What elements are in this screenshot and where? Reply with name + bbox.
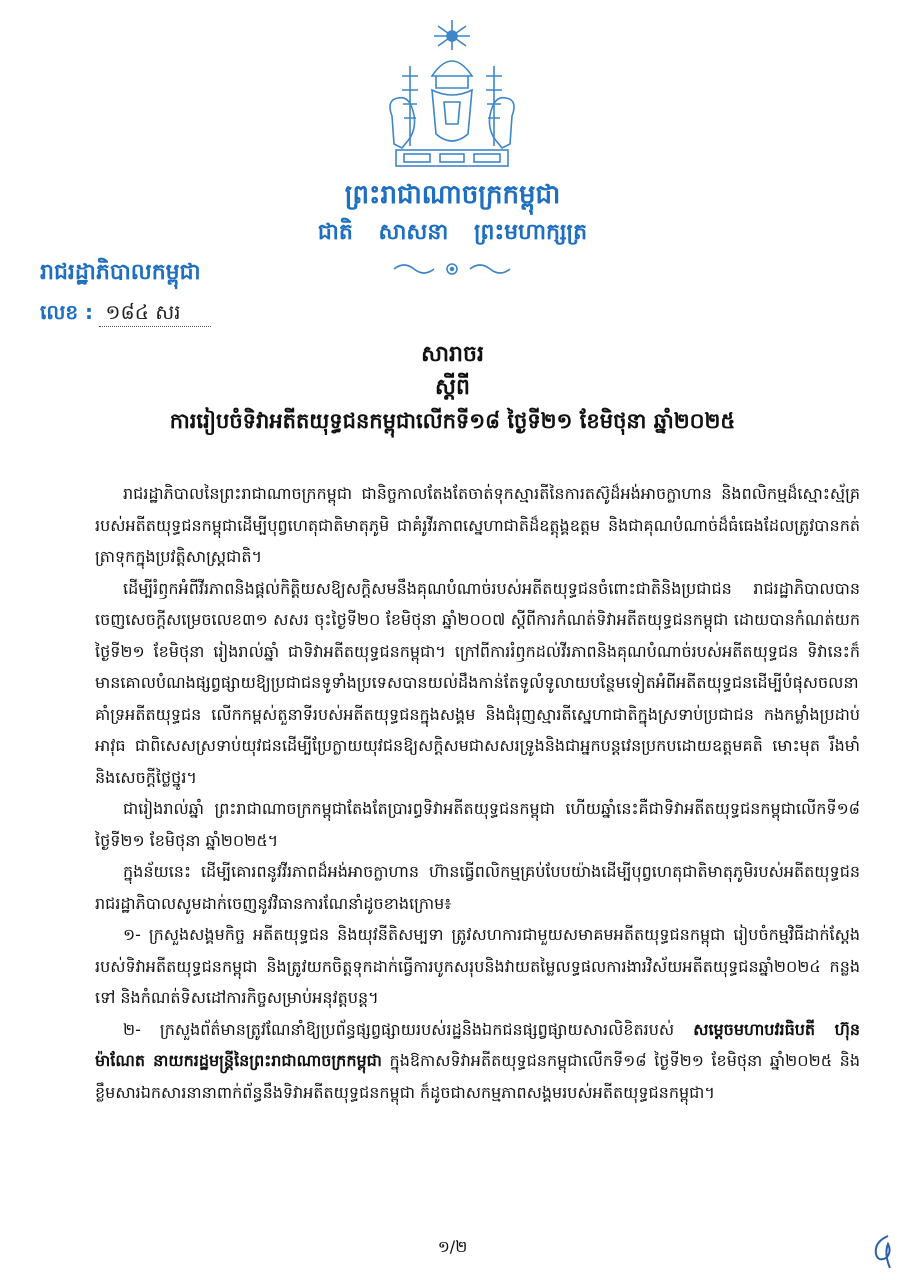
circular-body [95, 478, 860, 1108]
reference-number: ១៨៤ សរ [99, 298, 211, 327]
reference-label: លេខ : [40, 300, 94, 324]
directive-2-rest: ក្នុងឱកាសទិវាអតីតយុទ្ធជនកម្ពុជាលើកទី១៨ ថ្ងៃទី២១ ខែមិថុនា ឆ្នាំ២០២៥ និងខ្លឹមសារឯកសារនានាពាក់ព័ន្ធនឹងទិវាអតីតយុទ្ធជនកម្ពុជា ក៏ដូចជាសកម្មភាពសង្គមរបស់អតីតយុទ្ធជនកម្ពុជា។ [95, 1051, 860, 1102]
directive-1: ១- ក្រសួងសង្គមកិច្ច អតីតយុទ្ធជន និងយុវនីតិសម្បទា ត្រូវសហការជាមួយសមាគមអតីតយុទ្ធជនកម្ពុជា រៀបចំកម្មវិធីដាក់ស្ដែងរបស់ទិវាអតីតយុទ្ធជនកម្ពុជា និងត្រូវយកចិត្តទុកដាក់ធ្វើការបូកសរុបនិងវាយតម្លៃលទ្ធផលការងារវិស័យអតីតយុទ្ធជនឆ្នាំ២០២៤ កន្លងទៅ និងកំណត់ទិសដៅការកិច្ចសម្រាប់អនុវត្តបន្ត។ [95, 925, 860, 1007]
royal-coat-of-arms-icon [372, 16, 532, 176]
kingdom-name: ព្រះរាជាណាចក្រកម្ពុជា [344, 180, 561, 210]
subject-title: ការរៀបចំទិវាអតីតយុទ្ធជនកម្ពុជាលើកទី១៨ ថ្ងៃទី២១ ខែមិថុនា ឆ្នាំ២០២៥ [169, 409, 736, 433]
ornament-divider-icon [390, 258, 515, 280]
paragraph-3: ជារៀងរាល់ឆ្នាំ ព្រះរាជាណាចក្រកម្ពុជាតែងតែប្រារព្ធទិវាអតីតយុទ្ធជនកម្ពុជា ហើយឆ្នាំនេះគឺជាទិវាអតីតយុទ្ធជនកម្ពុជាលើកទី១៨ ថ្ងៃទី២១ ខែមិថុនា ឆ្នាំ២០២៥។ [95, 799, 860, 850]
handwritten-initial-icon [868, 1232, 896, 1272]
paragraph-1: រាជរដ្ឋាភិបាលនៃព្រះរាជាណាចក្រកម្ពុជា ជានិច្ចកាលតែងតែចាត់ទុកស្មារតីនៃការតស៊ូដ៏អង់អាចក្លាហាន និងពលិកម្មដ៏ស្មោះស្ម័គ្ររបស់អតីតយុទ្ធជនកម្ពុជាដើម្បីបុព្វហេតុជាតិមាតុភូមិ ជាគំរូវីរភាពស្នេហាជាតិដ៏ឧត្តុង្គឧត្តម និងជាគុណបំណាច់ដ៏ធំធេងដែលត្រូវបានកត់ត្រាទុកក្នុងប្រវត្តិសាស្ត្រជាតិ។ [95, 484, 860, 566]
paragraph-4: ក្នុងន័យនេះ ដើម្បីគោរពនូវវីរភាពដ៏អង់អាចក្លាហាន ហ៊ានធ្វើពលិកម្មគ្រប់បែបយ៉ាងដើម្បីបុព្វហេតុជាតិមាតុភូមិរបស់អតីតយុទ្ធជន រាជរដ្ឋាភិបាលសូមដាក់ចេញនូវវិធានការណែនាំដូចខាងក្រោម៖ [95, 862, 860, 913]
reference-number-line [40, 298, 211, 327]
issuing-authority: រាជរដ្ឋាភិបាលកម្ពុជា [40, 260, 201, 285]
subject-label: ស្ដីពី [435, 375, 470, 400]
page-number: ១/២ [437, 1237, 468, 1256]
directive-2 [95, 1014, 860, 1109]
directive-2-intro: ២- ក្រសួងព័ត៌មានត្រូវណែនាំឱ្យប្រព័ន្ធផ្សព្វផ្សាយរបស់រដ្ឋនិងឯកជនផ្សព្វផ្សាយសារលិខិតរបស់ [123, 1019, 694, 1039]
prime-minister-name: សម្ដេចមហាបវរធិបតី ហ៊ុន ម៉ាណែត នាយករដ្ឋមន្ត្រីនៃព្រះរាជាណាចក្រកម្ពុជា [95, 1019, 860, 1070]
document-type-title: សារាចរ [421, 342, 484, 367]
national-motto: ជាតិ សាសនា ព្រះមហាក្សត្រ [317, 220, 588, 245]
paragraph-2: ដើម្បីរំឭកអំពីវីរភាពនិងផ្ដល់កិត្តិយសឱ្យសក្ដិសមនឹងគុណបំណាច់របស់អតីតយុទ្ធជនចំពោះជាតិនិងប្រជាជន រាជរដ្ឋាភិបាលបានចេញសេចក្ដីសម្រេចលេខ៣១ សសរ ចុះថ្ងៃទី២០ ខែមិថុនា ឆ្នាំ២០០៧ ស្ដីពីការកំណត់ទិវាអតីតយុទ្ធជនកម្ពុជា ដោយបានកំណត់យកថ្ងៃទី២១ ខែមិថុនា រៀងរាល់ឆ្នាំ ជាទិវាអតីតយុទ្ធជនកម្ពុជា។ ក្រៅពីការរំឭកដល់វីរភាពនិងគុណបំណាច់របស់អតីតយុទ្ធជន ទិវានេះក៏មានគោលបំណងផ្សព្វផ្សាយឱ្យប្រជាជនទូទាំងប្រទេសបានយល់ដឹងកាន់តែទូលំទូលាយបន្ថែមទៀតអំពីអតីតយុទ្ធជនដើម្បីបំផុសចលនាគាំទ្រអតីតយុទ្ធជន លើកកម្ពស់តួនាទីរបស់អតីតយុទ្ធជនក្នុងសង្គម និងជំរុញស្មារតីស្នេហាជាតិក្នុងស្រទាប់ប្រជាជន កងកម្លាំងប្រដាប់អាវុធ ជាពិសេសស្រទាប់យុវជនដើម្បីប្រែក្លាយយុវជនឱ្យសក្ដិសមជាសសរទ្រូងនិងជាអ្នកបន្តវេនប្រកបដោយឧត្ដមគតិ មោះមុត រឹងមាំ និងសេចក្ដីថ្លៃថ្នូរ។ [95, 578, 860, 787]
